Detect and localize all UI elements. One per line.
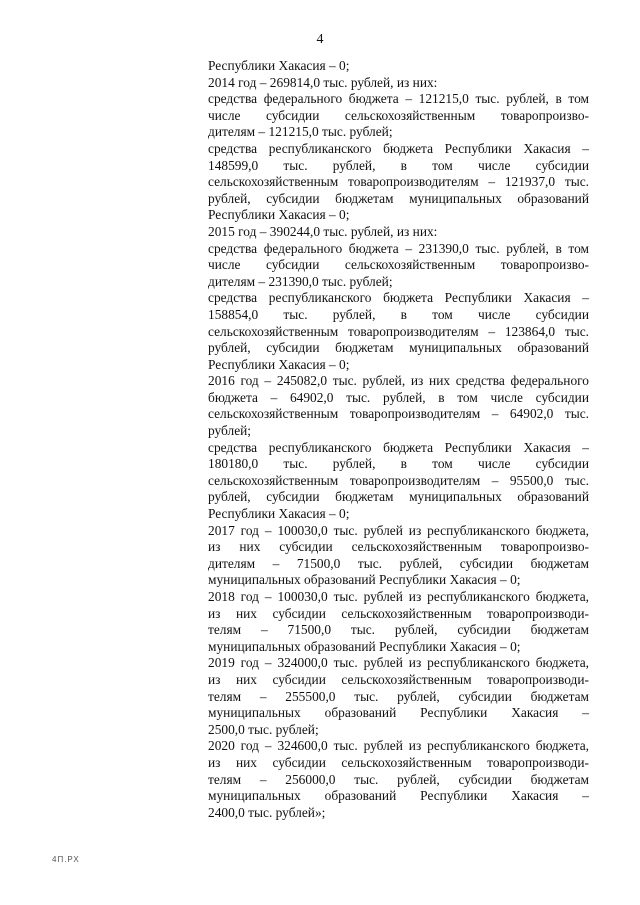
text-line: 158854,0 тыс. рублей, в том числе субсидии [208, 306, 589, 322]
text-line: муниципальных образований Республики Хакасия – [208, 788, 589, 804]
text-line: сельскохозяйственным товаропроизводителям – 121937,0 тыс. [208, 174, 589, 190]
text-line: 2500,0 тыс. рублей; [208, 721, 319, 737]
text-line: средства федерального бюджета – 231390,0 тыс. рублей, в том [208, 240, 589, 256]
text-line: Республики Хакасия – 0; [208, 207, 350, 223]
text-line: муниципальных образований Республики Хакасия – 0; [208, 572, 521, 588]
text-line: средства федерального бюджета – 121215,0 тыс. рублей, в том [208, 91, 589, 107]
text-line: 2400,0 тыс. рублей»; [208, 804, 326, 820]
text-line: муниципальных образований Республики Хакасия – 0; [208, 638, 521, 654]
text-line: сельскохозяйственным товаропроизводителям – 95500,0 тыс. [208, 472, 589, 488]
text-line: из них субсидии сельскохозяйственным товаропроизво- [208, 539, 589, 555]
text-line: 180180,0 тыс. рублей, в том числе субсидии [208, 456, 589, 472]
text-line: бюджета – 64902,0 тыс. рублей, в том числе субсидии [208, 389, 589, 405]
text-line: телям – 256000,0 тыс. рублей, субсидии бюджетам [208, 771, 589, 787]
text-line: дителям – 231390,0 тыс. рублей; [208, 273, 393, 289]
text-line: рублей, субсидии бюджетам муниципальных образований [208, 190, 589, 206]
text-line: рублей, субсидии бюджетам муниципальных образований [208, 340, 589, 356]
text-line: числе субсидии сельскохозяйственным товаропроизво- [208, 107, 589, 123]
text-line: 2016 год – 245082,0 тыс. рублей, из них средства федерального [208, 373, 589, 389]
text-line: средства республиканского бюджета Республики Хакасия – [208, 439, 589, 455]
text-line: 2018 год – 100030,0 тыс. рублей из республиканского бюджета, [208, 589, 589, 604]
text-line: телям – 255500,0 тыс. рублей, субсидии бюджетам [208, 688, 589, 704]
text-line: дителям – 71500,0 тыс. рублей, субсидии бюджетам [208, 555, 589, 571]
page-number: 4 [316, 32, 324, 47]
text-line: 2015 год – 390244,0 тыс. рублей, из них: [208, 223, 438, 239]
text-line: телям – 71500,0 тыс. рублей, субсидии бюджетам [208, 622, 589, 638]
text-line: 148599,0 тыс. рублей, в том числе субсидии [208, 157, 589, 173]
text-line: из них субсидии сельскохозяйственным товаропроизводи- [208, 671, 589, 687]
footer-code: 4П.РХ [52, 855, 80, 864]
text-line: 2017 год – 100030,0 тыс. рублей из республиканского бюджета, [208, 522, 589, 538]
text-line: Республики Хакасия – 0; [208, 58, 350, 73]
document-body [208, 58, 589, 821]
text-line: муниципальных образований Республики Хакасия – [208, 705, 589, 721]
text-line: дителям – 121215,0 тыс. рублей; [208, 124, 393, 140]
text-line: рублей, субсидии бюджетам муниципальных образований [208, 489, 589, 505]
text-line: средства республиканского бюджета Республики Хакасия – [208, 290, 589, 306]
text-line: сельскохозяйственным товаропроизводителям – 64902,0 тыс. [208, 406, 589, 422]
text-line: из них субсидии сельскохозяйственным товаропроизводи- [208, 754, 589, 770]
text-line: числе субсидии сельскохозяйственным товаропроизво- [208, 257, 589, 273]
text-line: Республики Хакасия – 0; [208, 356, 350, 372]
text-line: средства республиканского бюджета Республики Хакасия – [208, 140, 589, 156]
text-line: 2014 год – 269814,0 тыс. рублей, из них: [208, 74, 438, 90]
text-line: Республики Хакасия – 0; [208, 506, 350, 522]
text-line: 2019 год – 324000,0 тыс. рублей из республиканского бюджета, [208, 655, 589, 671]
text-line: сельскохозяйственным товаропроизводителям – 123864,0 тыс. [208, 323, 589, 339]
text-line: 2020 год – 324600,0 тыс. рублей из республиканского бюджета, [208, 738, 589, 754]
text-line: рублей; [208, 423, 252, 439]
text-line: из них субсидии сельскохозяйственным товаропроизводи- [208, 605, 589, 621]
